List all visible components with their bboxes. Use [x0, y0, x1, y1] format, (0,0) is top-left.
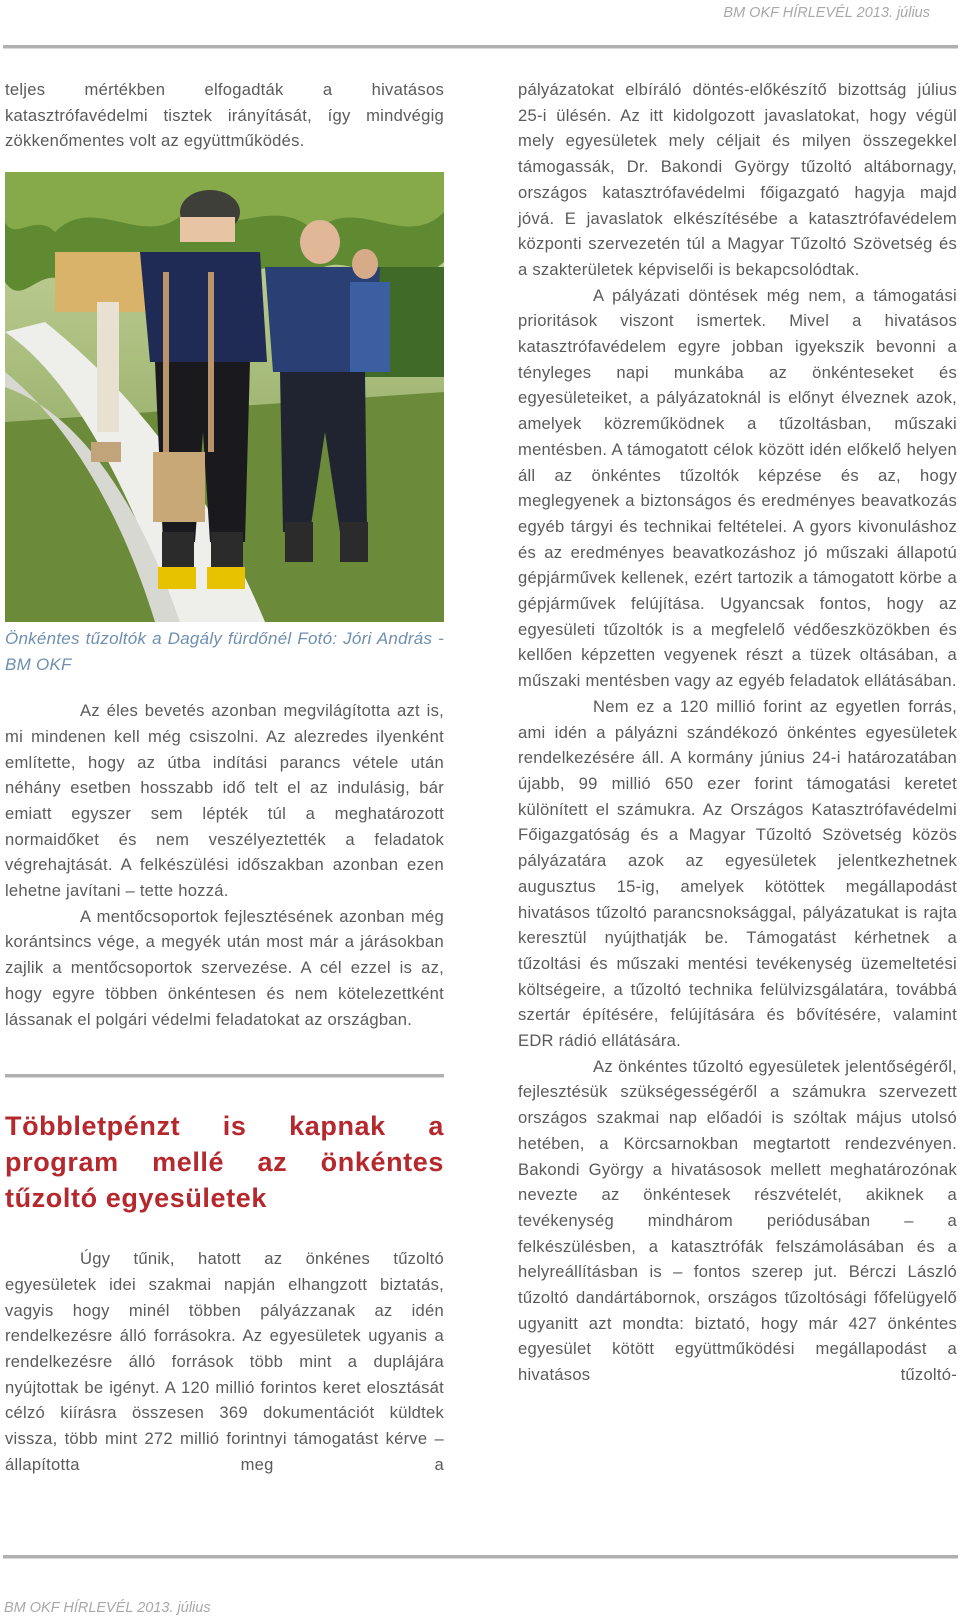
body-paragraph: Az éles bevetés azonban megvilágította azt is, mi mindenen kell még csiszolni. Az alezredes ilyenként említette, hogy az útba indítási parancs vétele után néhány esetben hosszabb idő telt el az indulásig, bár emiatt egyszer sem lépték túl a meghatározott normaidőket és nem veszélyeztették a feladatok végrehajtását. A felkészülési időszakban azonban ezen lehetne javítani – tette hozzá.: [5, 701, 444, 901]
page-header-text: BM OKF HÍRLEVÉL 2013. július: [723, 5, 930, 21]
intro-paragraph: teljes mértékben elfogadták a hivatásos katasztrófavédelmi tisztek irányítását, így mindvégig zökkenőmentes volt az együttműködés.: [5, 80, 444, 151]
section-divider: [5, 1074, 444, 1078]
photo-caption: Önkéntes tűzoltók a Dagály fürdőnél Fotó: Jóri András - BM OKF: [5, 629, 444, 675]
body-paragraph: Az önkéntes tűzoltó egyesületek jelentőségéről, fejlesztésük szükségességéről a számukra szervezett országos szakmai nap előadói is szóltak május utolsó hetében, a Körcsarnokban megtartott rendezvényen. Bakondi György a hivatásosok mellett meghatározónak nevezte az önkéntesek részvételét, akiknek a tevékenység mindhárom periódusában – a felkészülésben, a katasztrófák felszámolásában és a helyreállításban is – fontos szerep jut. Bérczi László tűzoltó dandártábornok, országos tűzoltósági főfelügyelő ugyanitt azt mondta: biztató, hogy már 427 önkéntes egyesület kötött együttműködési megállapodást a hivatásos tűzoltó-: [518, 1056, 957, 1385]
right-column: [518, 77, 957, 1388]
left-column: [5, 77, 444, 1478]
footer-rule: [3, 1555, 958, 1559]
body-paragraph: pályázatokat elbíráló döntés-előkészítő bizottság július 25-i ülésén. Az itt kidolgozott javaslatokat, hogy végül mely egyesületek mely céljait és milyen összegekkel támogassák, Dr. Bakondi György tűzoltó altábornagy, országos katasztrófavédelmi főigazgató hagyja majd jóvá. E javaslatok elkészítésébe a katasztrófavédelem központi szervezetén túl a Magyar Tűzoltó Szövetség és a szakterületek képviselői is bekapcsolódtak.: [518, 80, 957, 279]
volunteer-firefighters-photo: [5, 172, 444, 622]
header-rule: [3, 45, 958, 49]
body-paragraph: Nem ez a 120 millió forint az egyetlen forrás, ami idén a pályázni szándékozó önkéntes egyesületek rendelkezésére áll. A kormány június 24-i határozatában újabb, 99 millió 650 ezer forint támogatási keretet különített el számukra. Az Országos Katasztrófavédelmi Főigazgatóság és a Magyar Tűzoltó Szövetség közös pályázatára azok az egyesületek jelentkezhetnek augusztus 15-ig, amelyek kötöttek megállapodást hivatásos tűzoltó parancsnoksággal, pályázatukat is rajta keresztül nyújthatják be. Támogatást kérhetnek a tűzoltási és műszaki mentési tevékenység üzemeltetési költségeire, a tűzoltó technika felülvizsgálatára, továbbá szertár építésére, felújítására és bővítésére, valamint EDR rádió ellátására.: [518, 696, 957, 1051]
body-paragraph: A pályázati döntések még nem, a támogatási prioritások viszont ismertek. Mivel a hivatásos katasztrófavédelem egyre jobban igyekszik bevonni a tényleges napi munkába az önkénteseket és egyesületeiket, a pályázatoknál is előnyt élveznek azok, amelyek közreműködnek a tűzoltásban, műszaki mentésben. A támogatott célok között idén előkelő helyen áll az önkéntes tűzoltók képzése és az, hogy meglegyenek a biztonságos és eredményes beavatkozás egyéb tárgyi és technikai feltételei. A gyors kivonuláshoz és az eredményes beavatkozáshoz jó műszaki állapotú gépjárművek kellenek, ezért tartozik a támogatott körbe a gépjárművek felújítása. Ugyancsak fontos, hogy az egyesületi tűzoltók is a megfelelő védőeszközökben és kellően képzetten vegyenek részt a tüzek oltásában, a műszaki mentésben vagy az egyéb feladatok ellátásában.: [518, 285, 957, 691]
body-paragraph: A mentőcsoportok fejlesztésének azonban még korántsincs vége, a megyék után most már a járásokban zajlik a mentőcsoportok szervezése. A cél ezzel is az, hogy egyre többen önkéntesen és nem kötelezettként lássanak el polgári védelmi feladatokat az országban.: [5, 906, 444, 1029]
section-title: Többletpénzt is kapnak a program mellé az önkéntes tűzoltó egyesületek: [5, 1111, 444, 1214]
page-footer-text: BM OKF HÍRLEVÉL 2013. július: [4, 1600, 211, 1616]
body-paragraph: Úgy tűnik, hatott az önkénes tűzoltó egyesületek idei szakmai napján elhangzott biztatás, vagyis hogy minél többen pályázzanak az idén rendelkezésre álló forrásokra. Az egyesületek ugyanis a rendelkezésre álló források több mint a duplájára nyújtottak be igényt. A 120 millió forintos keret elosztását célzó kiírásra összesen 369 dokumentációt küldtek vissza, több mint 272 millió forintnyi támogatást kérve – állapította meg a: [5, 1249, 444, 1474]
